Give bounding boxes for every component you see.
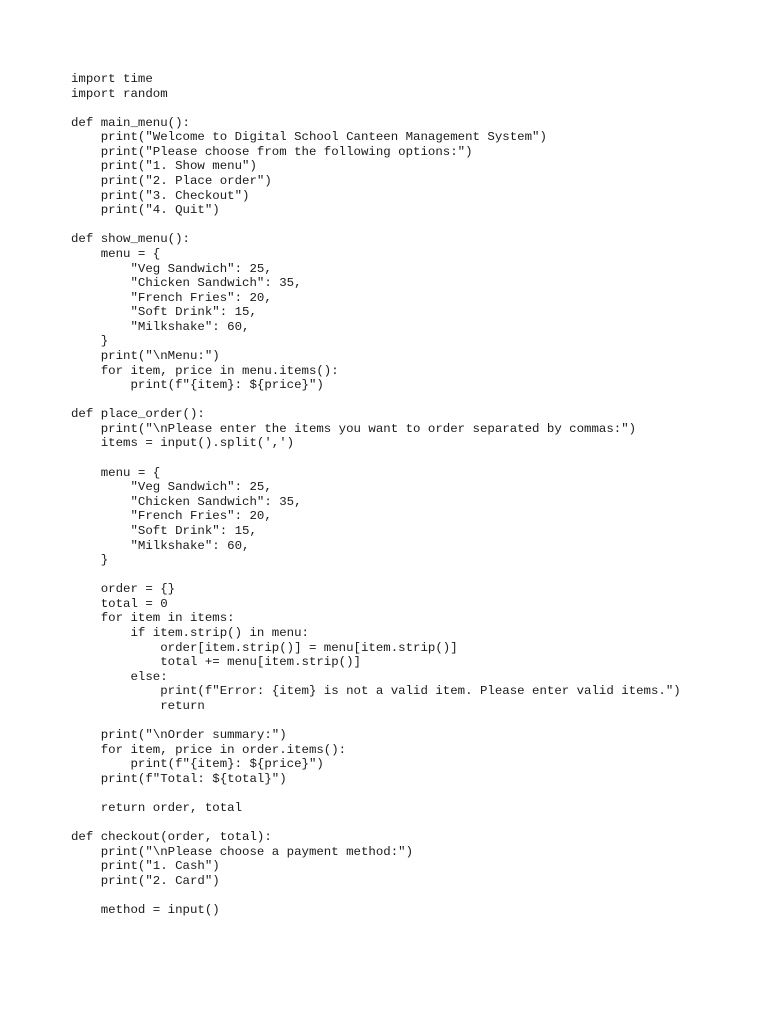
code-line: if item.strip() in menu: [71,625,309,640]
code-line [71,393,751,408]
code-line: "Soft Drink": 15, [71,305,257,320]
code-line: total += menu[item.strip()] [71,655,361,670]
code-line: items = input().split(',') [71,436,295,451]
code-line: print("3. Checkout") [71,188,250,203]
code-line: "Veg Sandwich": 25, [71,480,272,495]
code-line: order = {} [71,582,176,597]
code-line: for item, price in menu.items(): [71,363,339,378]
code-line: method = input() [71,902,220,917]
code-line: print("4. Quit") [71,203,220,218]
code-line [71,786,751,801]
code-line [71,218,751,233]
code-line [71,713,751,728]
code-line: "Chicken Sandwich": 35, [71,494,302,509]
code-line: menu = { [71,246,161,261]
code-line: "Veg Sandwich": 25, [71,261,272,276]
code-line: "Soft Drink": 15, [71,523,257,538]
code-line: "French Fries": 20, [71,509,272,524]
code-line: else: [71,669,168,684]
code-line: print("\nPlease enter the items you want to order separated by commas:") [71,421,637,436]
code-line: } [71,553,109,568]
code-line: "Milkshake": 60, [71,538,250,553]
code-line: total = 0 [71,596,168,611]
code-line: print("1. Cash") [71,859,220,874]
code-line: print("1. Show menu") [71,159,257,174]
code-line: print(f"Error: {item} is not a valid item. Please enter valid items.") [71,684,681,699]
code-line: } [71,334,109,349]
code-line: def checkout(order, total): [71,830,272,845]
code-line: print("2. Place order") [71,174,272,189]
code-line: print("Welcome to Digital School Canteen Management System") [71,130,547,145]
code-line: "French Fries": 20, [71,290,272,305]
code-line: print("Please choose from the following options:") [71,144,473,159]
code-line [71,568,751,583]
code-line: def show_menu(): [71,232,190,247]
code-line: def main_menu(): [71,115,190,130]
code-line: print("2. Card") [71,873,220,888]
code-line: print(f"Total: ${total}") [71,771,287,786]
code-line: menu = { [71,465,161,480]
code-line: "Chicken Sandwich": 35, [71,276,302,291]
code-line: print("\nMenu:") [71,348,220,363]
code-line: for item in items: [71,611,235,626]
code-line [71,815,751,830]
code-line [71,888,751,903]
code-line: print(f"{item}: ${price}") [71,757,324,772]
code-line: "Milkshake": 60, [71,319,250,334]
code-line: return [71,698,205,713]
code-line: def place_order(): [71,407,205,422]
code-line: for item, price in order.items(): [71,742,347,757]
code-line: print("\nPlease choose a payment method:") [71,844,414,859]
code-line: print("\nOrder summary:") [71,728,287,743]
code-line: order[item.strip()] = menu[item.strip()] [71,640,458,655]
code-line [71,101,751,116]
code-line: import time [71,72,153,86]
code-listing [71,72,751,918]
code-line: import random [71,86,168,101]
code-line: print(f"{item}: ${price}") [71,378,324,393]
code-line: return order, total [71,800,243,815]
code-line [71,451,751,466]
